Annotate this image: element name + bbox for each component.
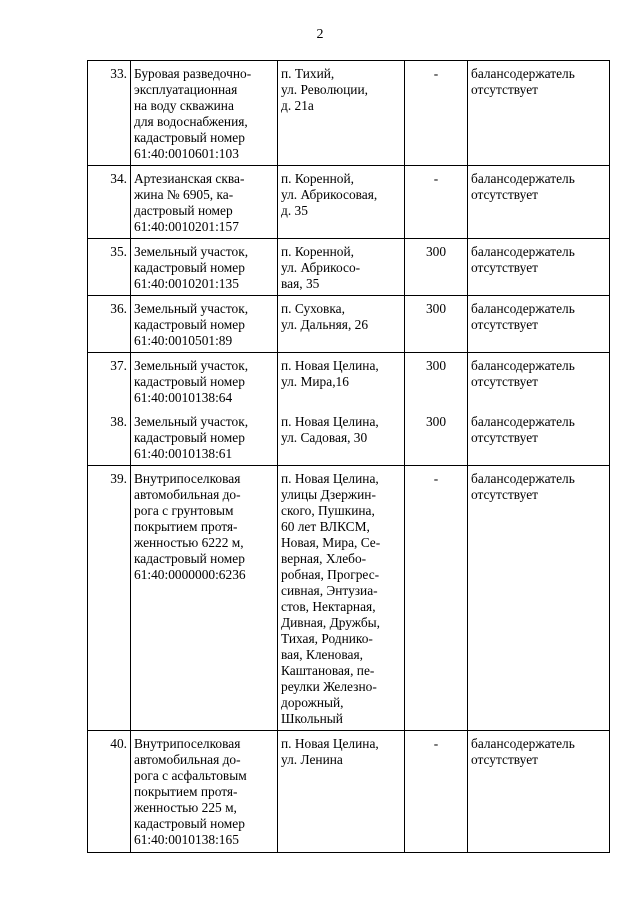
- object-area: -: [405, 61, 468, 166]
- table-row: [88, 409, 610, 466]
- table-row: [88, 166, 610, 239]
- balance-holder: балансодержатель отсутствует: [468, 61, 610, 166]
- object-description: Земельный участок, кадастровый номер 61:40:0010138:64: [131, 353, 278, 410]
- balance-holder: балансодержатель отсутствует: [468, 466, 610, 731]
- object-area: -: [405, 731, 468, 853]
- row-number: 38.: [88, 409, 131, 466]
- row-number: 39.: [88, 466, 131, 731]
- object-address: п. Новая Целина, ул. Садовая, 30: [278, 409, 405, 466]
- object-address: п. Новая Целина, улицы Дзержин- ского, Пушкина, 60 лет ВЛКСМ, Новая, Мира, Се- верная, Хлебо- робная, Прогрес- сивная, Энтузиа- стов, Нектарная, Дивная, Дружбы, Тихая, Роднико- вая, Кленовая, Каштановая, пе- реулки Железно- дорожный, Школьный: [278, 466, 405, 731]
- object-description: Внутрипоселковая автомобильная до- рога с асфальтовым покрытием протя- женностью 225 м, кадастровый номер 61:40:0010138:165: [131, 731, 278, 853]
- table-row: [88, 353, 610, 410]
- object-address: п. Суховка, ул. Дальняя, 26: [278, 296, 405, 353]
- table-row: [88, 239, 610, 296]
- balance-holder: балансодержатель отсутствует: [468, 239, 610, 296]
- balance-holder: балансодержатель отсутствует: [468, 731, 610, 853]
- object-description: Земельный участок, кадастровый номер 61:40:0010501:89: [131, 296, 278, 353]
- object-area: 300: [405, 409, 468, 466]
- table-row: [88, 466, 610, 731]
- object-area: 300: [405, 296, 468, 353]
- table-row: [88, 296, 610, 353]
- page-number: 2: [316, 27, 324, 42]
- object-address: п. Новая Целина, ул. Ленина: [278, 731, 405, 853]
- row-number: 40.: [88, 731, 131, 853]
- object-description: Земельный участок, кадастровый номер 61:40:0010138:61: [131, 409, 278, 466]
- object-address: п. Коренной, ул. Абрикосо- вая, 35: [278, 239, 405, 296]
- row-number: 37.: [88, 353, 131, 410]
- object-address: п. Новая Целина, ул. Мира,16: [278, 353, 405, 410]
- property-registry-table: [87, 60, 610, 853]
- balance-holder: балансодержатель отсутствует: [468, 353, 610, 410]
- table-row: [88, 731, 610, 853]
- object-area: 300: [405, 239, 468, 296]
- object-area: -: [405, 466, 468, 731]
- object-address: п. Коренной, ул. Абрикосовая, д. 35: [278, 166, 405, 239]
- balance-holder: балансодержатель отсутствует: [468, 166, 610, 239]
- object-description: Внутрипоселковая автомобильная до- рога с грунтовым покрытием протя- женностью 6222 м, кадастровый номер 61:40:0000000:6236: [131, 466, 278, 731]
- object-area: -: [405, 166, 468, 239]
- object-description: Артезианская сква- жина № 6905, ка- дастровый номер 61:40:0010201:157: [131, 166, 278, 239]
- object-description: Буровая разведочно- эксплуатационная на воду скважина для водоснабжения, кадастровый номер 61:40:0010601:103: [131, 61, 278, 166]
- row-number: 36.: [88, 296, 131, 353]
- object-area: 300: [405, 353, 468, 410]
- balance-holder: балансодержатель отсутствует: [468, 296, 610, 353]
- table-row: [88, 61, 610, 166]
- object-description: Земельный участок, кадастровый номер 61:40:0010201:135: [131, 239, 278, 296]
- balance-holder: балансодержатель отсутствует: [468, 409, 610, 466]
- row-number: 34.: [88, 166, 131, 239]
- row-number: 33.: [88, 61, 131, 166]
- row-number: 35.: [88, 239, 131, 296]
- object-address: п. Тихий, ул. Революции, д. 21а: [278, 61, 405, 166]
